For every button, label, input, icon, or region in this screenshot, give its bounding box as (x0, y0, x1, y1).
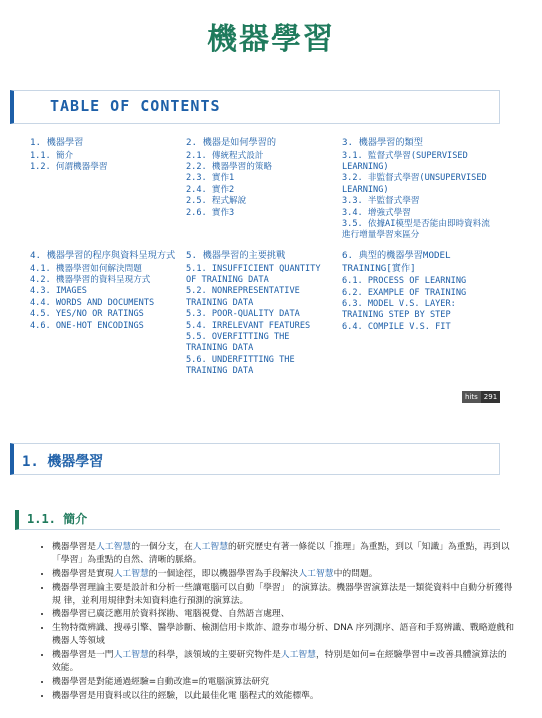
bullet-text: 生物特徵辨識、搜尋引擎、醫學診斷、檢測信用卡欺詐、證券市場分析、DNA 序列測序、語音和手寫辨識、戰略遊戲和機器人等領域 (52, 623, 515, 647)
toc-item-1-1[interactable]: 1.1. 簡介 (30, 150, 74, 161)
toc-column-1 (30, 137, 180, 173)
toc-item-5-2[interactable]: 5.2. NONREPRESENTATIVE TRAINING DATA (186, 286, 300, 308)
intro-bullet-list (38, 541, 514, 703)
bullet-item (52, 690, 514, 703)
toc-item-5-3[interactable]: 5.3. POOR-QUALITY DATA (186, 309, 300, 320)
bullet-text: 機器學習理論主要是設計和分析一些讓電腦可以自動「學習」 的演算法。機器學習演算法是一類從資料中自動分析獲得規 律，並利用規律對未知資料進行預測的演算法。 (52, 582, 513, 606)
bullet-text: 機器學習是實現 (52, 568, 114, 579)
toc-item-5-5[interactable]: 5.5. OVERFITTING THE TRAINING DATA (186, 332, 290, 354)
toc-item-4-1[interactable]: 4.1. 機器學習如何解決問題 (30, 263, 142, 274)
toc-item-4-4[interactable]: 4.4. WORDS AND DOCUMENTS (30, 297, 155, 308)
bullet-item (52, 649, 514, 675)
toc-item-5-6[interactable]: 5.6. UNDERFITTING THE TRAINING DATA (186, 354, 295, 377)
toc-item-2-4[interactable]: 2.4. 實作2 (186, 184, 235, 195)
bullet-text: 的一個分支，在 (131, 542, 193, 552)
bullet-text: 機器學習是對能通過經驗=自動改進=的電腦演算法研究 (52, 676, 270, 687)
toc-item-2-5[interactable]: 2.5. 程式解說 (186, 196, 247, 207)
toc-item-3-3[interactable]: 3.3. 半監督式學習 (342, 196, 420, 207)
toc-item-5[interactable]: 5. 機器學習的主要挑戰 (186, 250, 286, 261)
toc-item-3-5[interactable]: 3.5. 依據AI模型是否能由即時資料流進行增量學習來區分 (342, 219, 490, 241)
subsection-header (15, 510, 500, 530)
ai-term-link[interactable]: 人工智慧 (298, 568, 334, 579)
bullet-item (52, 622, 514, 648)
toc-item-2-3[interactable]: 2.3. 實作1 (186, 173, 235, 184)
toc-item-3[interactable]: 3. 機器學習的類型 (342, 137, 423, 148)
toc-column-3 (342, 137, 492, 242)
bullet-item (52, 676, 514, 689)
toc-item-5-1[interactable]: 5.1. INSUFFICIENT QUANTITY OF TRAINING DATA (186, 263, 321, 285)
hits-label: hits (462, 391, 481, 403)
bullet-text: 機器學習是用資料或以往的經驗，以此最佳化電 腦程式的效能標準。 (52, 690, 319, 701)
bullet-text: 的一個途徑，即以機器學習為手段解決 (148, 568, 299, 579)
toc-item-6-2[interactable]: 6.2. EXAMPLE OF TRAINING (342, 287, 467, 298)
bullet-text: 的研究歷史有著一條從以「推理」為重點，到以「知識」為重點，再到以 「學習」為重點的自然、清晰的脈絡。 (52, 542, 510, 565)
ai-term-link[interactable]: 人工智慧 (113, 568, 149, 579)
toc-item-6-3[interactable]: 6.3. MODEL V.S. LAYER: TRAINING STEP BY STEP (342, 299, 456, 321)
hits-badge (462, 391, 498, 403)
bullet-item (52, 568, 514, 581)
ai-term-link[interactable]: 人工智慧 (113, 649, 149, 660)
bullet-text: 的科學，該領域的主要研究物件是 (148, 649, 281, 660)
bullet-item (52, 541, 514, 567)
toc-item-1-2[interactable]: 1.2. 何謂機器學習 (30, 162, 108, 172)
toc-item-4-6[interactable]: 4.6. ONE-HOT ENCODINGS (30, 320, 144, 331)
toc-item-4-3[interactable]: 4.3. IMAGES (30, 286, 87, 297)
toc-item-4[interactable]: 4. 機器學習的程序與資料呈現方式 (30, 250, 176, 261)
toc-column-6 (342, 250, 492, 333)
toc-item-2-6[interactable]: 2.6. 實作3 (186, 207, 235, 218)
bullet-text: 中的問題。 (333, 568, 378, 579)
toc-heading: TABLE OF CONTENTS (50, 97, 221, 115)
ai-term-link[interactable]: 人工智慧 (96, 542, 132, 552)
toc-item-2-1[interactable]: 2.1. 傳統程式設計 (186, 150, 264, 161)
bullet-item (52, 608, 514, 621)
toc-header-box (10, 90, 500, 124)
section-heading: 1. 機器學習 (22, 454, 104, 470)
toc-column-4 (30, 250, 180, 332)
toc-item-3-1[interactable]: 3.1. 監督式學習(SUPERVISED LEARNING) (342, 150, 468, 172)
toc-item-1[interactable]: 1. 機器學習 (30, 137, 84, 148)
toc-item-3-4[interactable]: 3.4. 增強式學習 (342, 207, 411, 218)
toc-item-5-4[interactable]: 5.4. IRRELEVANT FEATURES (186, 320, 311, 331)
bullet-text: 機器學習已廣泛應用於資料探勘、電腦視覺、自然語言處理、 (52, 609, 290, 620)
bullet-text: 機器學習是一門 (52, 649, 114, 660)
toc-item-6-1[interactable]: 6.1. PROCESS OF LEARNING (342, 276, 467, 287)
toc-item-6[interactable]: 6. 典型的機器學習MODEL TRAINING[實作] (342, 250, 451, 274)
ai-term-link[interactable]: 人工智慧 (280, 649, 316, 660)
toc-item-4-2[interactable]: 4.2. 機器學習的資料呈現方式 (30, 275, 151, 285)
ai-term-link[interactable]: 人工智慧 (192, 542, 228, 552)
toc-item-2-2[interactable]: 2.2. 機器學習的策略 (186, 162, 273, 172)
toc-item-2[interactable]: 2. 機器是如何學習的 (186, 137, 277, 148)
toc-item-3-2[interactable]: 3.2. 非監督式學習(UNSUPERVISED LEARNING) (342, 173, 487, 195)
toc-column-5 (186, 250, 336, 378)
toc-column-2 (186, 137, 336, 219)
bullet-text: ，特別是如何=在經驗學習中=改善具體演算法的效能。 (52, 649, 507, 673)
subsection-heading: 1.1. 簡介 (27, 512, 88, 526)
bullet-item (52, 582, 514, 608)
toc-item-4-5[interactable]: 4.5. YES/NO OR RATINGS (30, 309, 144, 320)
page-title: 機器學習 (207, 22, 335, 57)
toc-item-6-4[interactable]: 6.4. COMPILE V.S. FIT (342, 321, 451, 332)
hits-count: 291 (481, 391, 500, 403)
section-header-box (10, 443, 500, 475)
bullet-text: 機器學習是 (52, 542, 96, 552)
